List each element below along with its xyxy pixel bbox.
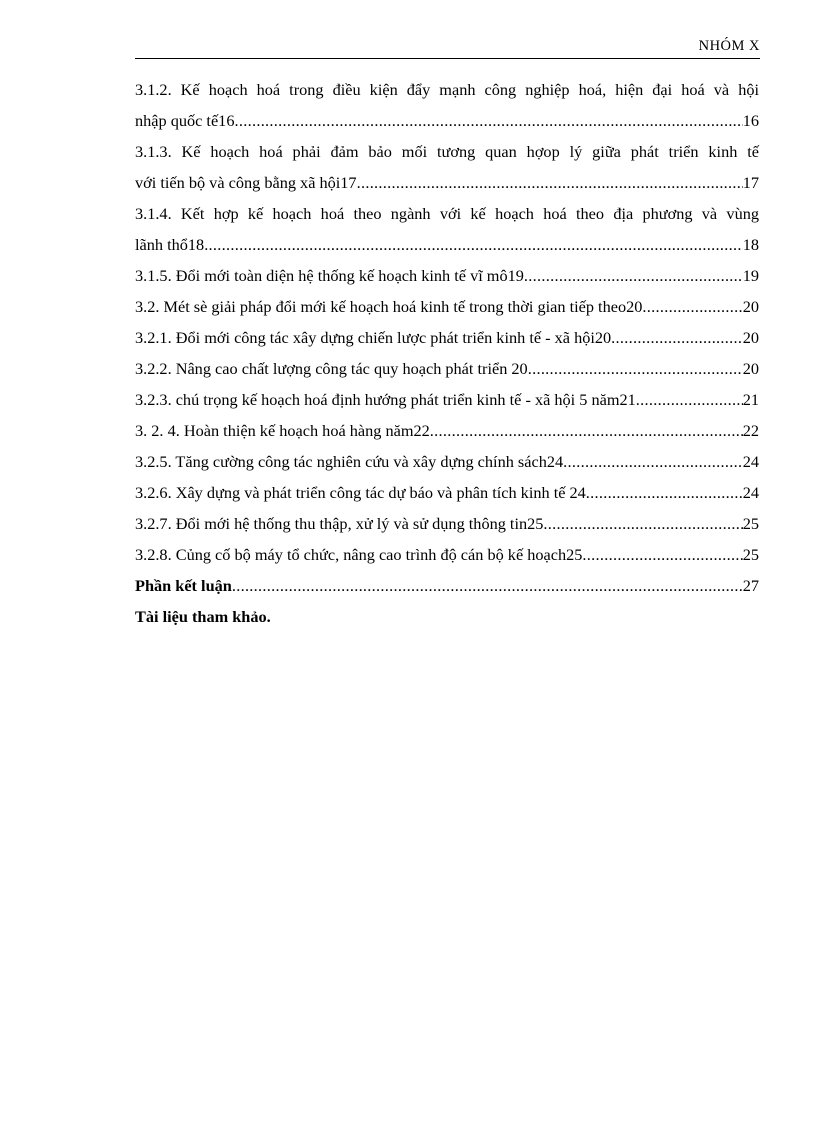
- toc-page-number: 18: [742, 235, 759, 254]
- toc-entry-text: 3.1.4. Kết hợp kế hoạch hoá theo ngành với kế hoạch hoá theo địa phương và vùng: [135, 204, 759, 223]
- toc-entry: [135, 353, 759, 384]
- toc-page-number: 24: [742, 452, 759, 471]
- toc-entry-text: với tiến bộ và công bằng xã hội17: [135, 173, 357, 192]
- toc-entry-text: 3.2.2. Nâng cao chất lượng công tác quy hoạch phát triển 20: [135, 359, 528, 378]
- toc-entry: [135, 446, 759, 477]
- toc-entry: [135, 539, 759, 570]
- toc-page-number: 20: [742, 359, 759, 378]
- toc-entry: [135, 260, 759, 291]
- toc-entry: [135, 477, 759, 508]
- toc-page-number: 17: [742, 173, 759, 192]
- toc-entry-text: 3.2.8. Củng cố bộ máy tổ chức, nâng cao trình độ cán bộ kế hoạch25: [135, 545, 583, 564]
- toc-page-number: 22: [742, 421, 759, 440]
- table-of-contents: [135, 74, 759, 632]
- toc-page-number: 20: [742, 328, 759, 347]
- toc-entry: [135, 136, 759, 198]
- toc-entry: [135, 198, 759, 260]
- toc-page-number: 25: [742, 514, 759, 533]
- toc-page-number: 19: [742, 266, 759, 285]
- toc-entry-text: 3.2. Mét sè giải pháp đổi mới kế hoạch hoá kinh tế trong thời gian tiếp theo20: [135, 297, 643, 316]
- toc-entry-text: 3.2.6. Xây dựng và phát triển công tác dự báo và phân tích kinh tế 24: [135, 483, 586, 502]
- toc-entry-text: nhập quốc tế16: [135, 111, 235, 130]
- toc-page-number: 25: [742, 545, 759, 564]
- toc-entry: [135, 384, 759, 415]
- toc-entry-references: Tài liệu tham khảo.: [135, 607, 271, 626]
- toc-page-number: 27: [742, 576, 759, 595]
- toc-entry-text: 3.2.3. chú trọng kế hoạch hoá định hướng phát triển kinh tế - xã hội 5 năm21: [135, 390, 636, 409]
- toc-page-number: 24: [742, 483, 759, 502]
- toc-entry-text: 3.2.1. Đổi mới công tác xây dựng chiến lược phát triển kinh tế - xã hội20: [135, 328, 612, 347]
- toc-entry-text: lãnh thổ18: [135, 235, 205, 254]
- toc-entry-text: 3.2.7. Đổi mới hệ thống thu thập, xử lý và sử dụng thông tin25: [135, 514, 544, 533]
- toc-page-number: 20: [742, 297, 759, 316]
- toc-entry-text: 3.1.5. Đổi mới toàn diện hệ thống kế hoạch kinh tế vĩ mô19: [135, 266, 524, 285]
- toc-entry-text: Phần kết luận: [135, 576, 232, 595]
- toc-entry: [135, 74, 759, 136]
- toc-entry-text: 3.1.3. Kế hoạch hoá phải đảm bảo mối tương quan hợop lý giữa phát triển kinh tế: [135, 142, 759, 161]
- group-label: NHÓM X: [698, 38, 760, 54]
- toc-entry: [135, 291, 759, 322]
- toc-entry-conclusion: [135, 570, 759, 601]
- toc-page-number: 21: [742, 390, 759, 409]
- page-header: [135, 38, 760, 59]
- toc-entry: [135, 322, 759, 353]
- toc-entry-text: 3. 2. 4. Hoàn thiện kế hoạch hoá hàng năm22: [135, 421, 430, 440]
- toc-page-number: 16: [742, 111, 759, 130]
- toc-entry-text: 3.1.2. Kế hoạch hoá trong điều kiện đẩy mạnh công nghiệp hoá, hiện đại hoá và hội: [135, 80, 759, 99]
- toc-entry: [135, 508, 759, 539]
- toc-entry: [135, 415, 759, 446]
- toc-entry-text: 3.2.5. Tăng cường công tác nghiên cứu và xây dựng chính sách24: [135, 452, 564, 471]
